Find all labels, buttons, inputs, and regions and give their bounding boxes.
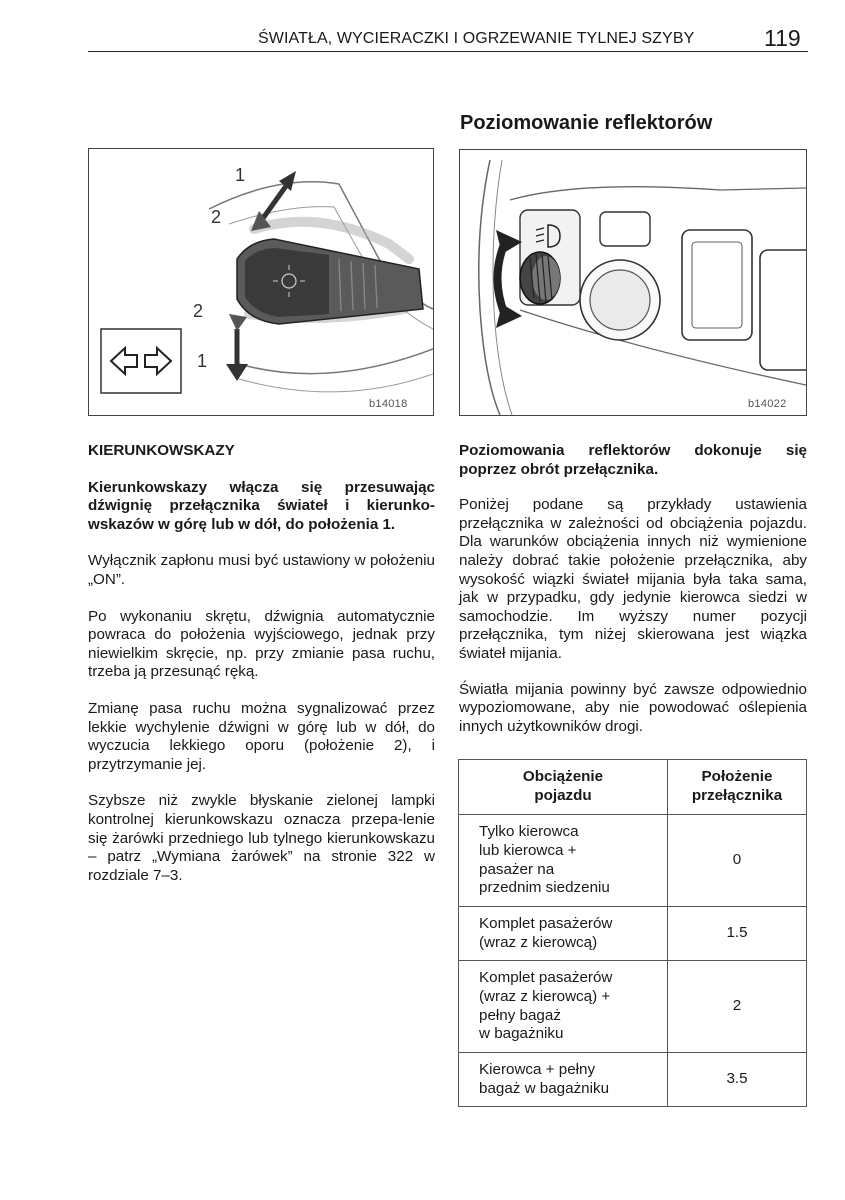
headlight-leveling-figure [459,149,807,416]
position-label-up-1: 1 [235,165,246,185]
load-cell: Tylko kierowca lub kierowca + pasażer na przednim siedzeniu [459,815,668,907]
turn-signal-figure [88,148,434,416]
turn-signal-illustration [89,149,433,415]
rotate-double-arrow-icon [496,230,522,328]
running-header: ŚWIATŁA, WYCIERACZKI I OGRZEWANIE TYLNEJ SZYBY [258,30,695,47]
table-row [459,1053,807,1107]
position-cell: 0 [668,815,807,907]
paragraph: Zmianę pasa ruchu można sygnalizować przez lekkie wychylenie dźwigni w górę lub w dół, do wyczucia lekkiego oporu (położenie 2), i przytrzymanie jej. [88,699,435,773]
position-cell: 3.5 [668,1053,807,1107]
paragraph: Wyłącznik zapłonu musi być ustawiony w położeniu „ON”. [88,552,435,588]
lead-paragraph: Poziomowania reflektorów dokonuje się poprzez obrót przełącznika. [459,442,807,478]
position-cell: 1.5 [668,907,807,961]
paragraph: Szybsze niż zwykle błyskanie zielonej lampki kontrolnej kierunkowskazu oznacza przepa-lenie się żarówki przedniego lub tylnego kierunkowskazu – patrz „Wymiana żarówek” na stronie 322 w rozdziale 7–3. [88,792,435,884]
load-cell: Kierowca + pełny bagaż w bagażniku [459,1053,668,1107]
page-number: 119 [764,25,801,51]
position-label-up-2: 2 [211,207,222,227]
position-label-down-1: 1 [197,351,208,371]
right-column [459,442,807,736]
headlight-leveling-illustration [460,150,806,415]
headlight-leveling-table [458,759,807,1107]
paragraph: Poniżej podane są przykłady ustawienia przełącznika w zależności od obciążenia pojazdu. Dla warunków obciążenia innych niż wymienione należy dobrać takie położenie przełącznika, aby wysokość wiązki świateł mijania była taka sama, jak w przypadku, gdy jedynie kierowca siedzi w samochodzie. Im wyższy numer pozycji przełącznika, tym niżej skierowana jest wiązka świateł mijania. [459,496,807,662]
figure-code: b14018 [369,398,408,410]
position-cell: 2 [668,961,807,1053]
section-title: Poziomowanie reflektorów [460,112,713,134]
table-row [459,815,807,907]
table-header-position: Położenie przełącznika [668,760,807,815]
position-label-down-2: 2 [193,301,204,321]
table-row [459,961,807,1053]
figure-code: b14022 [748,398,787,410]
leveling-dial [520,252,560,304]
lead-paragraph: Kierunkowskazy włącza się przesuwając dźwignię przełącznika świateł i kierunko-wskazów w górę lub w dół, do położenia 1. [88,478,435,533]
subsection-heading: KIERUNKOWSKAZY [88,442,235,459]
paragraph: Po wykonaniu skrętu, dźwignia automatycznie powraca do położenia wyjściowego, jednak przy niewielkim skręcie, np. przy zmianie pasa ruchu, trzeba ją przesunąć ręką. [88,607,435,681]
load-cell: Komplet pasażerów (wraz z kierowcą) [459,907,668,961]
load-cell: Komplet pasażerów (wraz z kierowcą) + pełny bagaż w bagażniku [459,961,668,1053]
table-header-load: Obciążenie pojazdu [459,760,668,815]
table-row [459,907,807,961]
paragraph: Światła mijania powinny być zawsze odpowiednio wypoziomowane, aby nie powodować oślepienia innych użytkowników drogi. [459,680,807,735]
header-rule [88,51,808,52]
turn-indicator-box [101,329,181,393]
left-column [88,442,435,885]
